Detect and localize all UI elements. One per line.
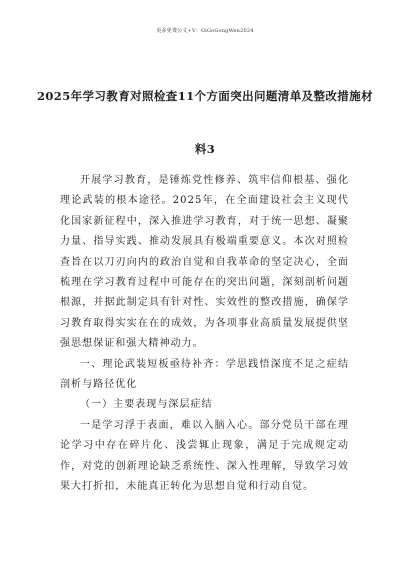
section-heading: 一、理论武装短板亟待补齐：学思践悟深度不足之症结剖析与路径优化	[60, 358, 349, 391]
intro-paragraph: 开展学习教育，是锤炼党性修养、筑牢信仰根基、强化理论武装的根本途径。2025年，在全面建设社会主义现代化国家新征程中，深入推进学习教育，对于统一思想、凝聚力量、指导实践、推动发展具有极端重要意义。本次对照检查旨在以刀刃向内的政治自觉和自我革命的坚定决心，全面梳理在学习教育过程中可能存在的突出问题，深刻剖析问题根源，并据此制定具有针对性、实效性的整改措施，确保学习教育取得实实在在的成效，为各项事业高质量发展提供坚强思想保证和强大精神动力。	[60, 175, 349, 350]
subsection-heading: （一）主要表现与深层症结	[80, 399, 213, 411]
document-title: 2025年学习教育对照检查11个方面突出问题清单及整改措施材料3	[36, 89, 373, 156]
header-note: 更多免费公文+V：GiGoGongWen2024	[156, 28, 254, 34]
body-paragraph: 一是学习浮于表面，难以入脑入心。部分党员干部在理论学习中存在碎片化、浅尝辄止现象，满足于完成规定动作，对党的创新理论缺乏系统性、深入性理解，导致学习效果大打折扣，未能真正转化为思想自觉和行动自觉。	[60, 419, 349, 493]
document-body	[60, 171, 349, 498]
